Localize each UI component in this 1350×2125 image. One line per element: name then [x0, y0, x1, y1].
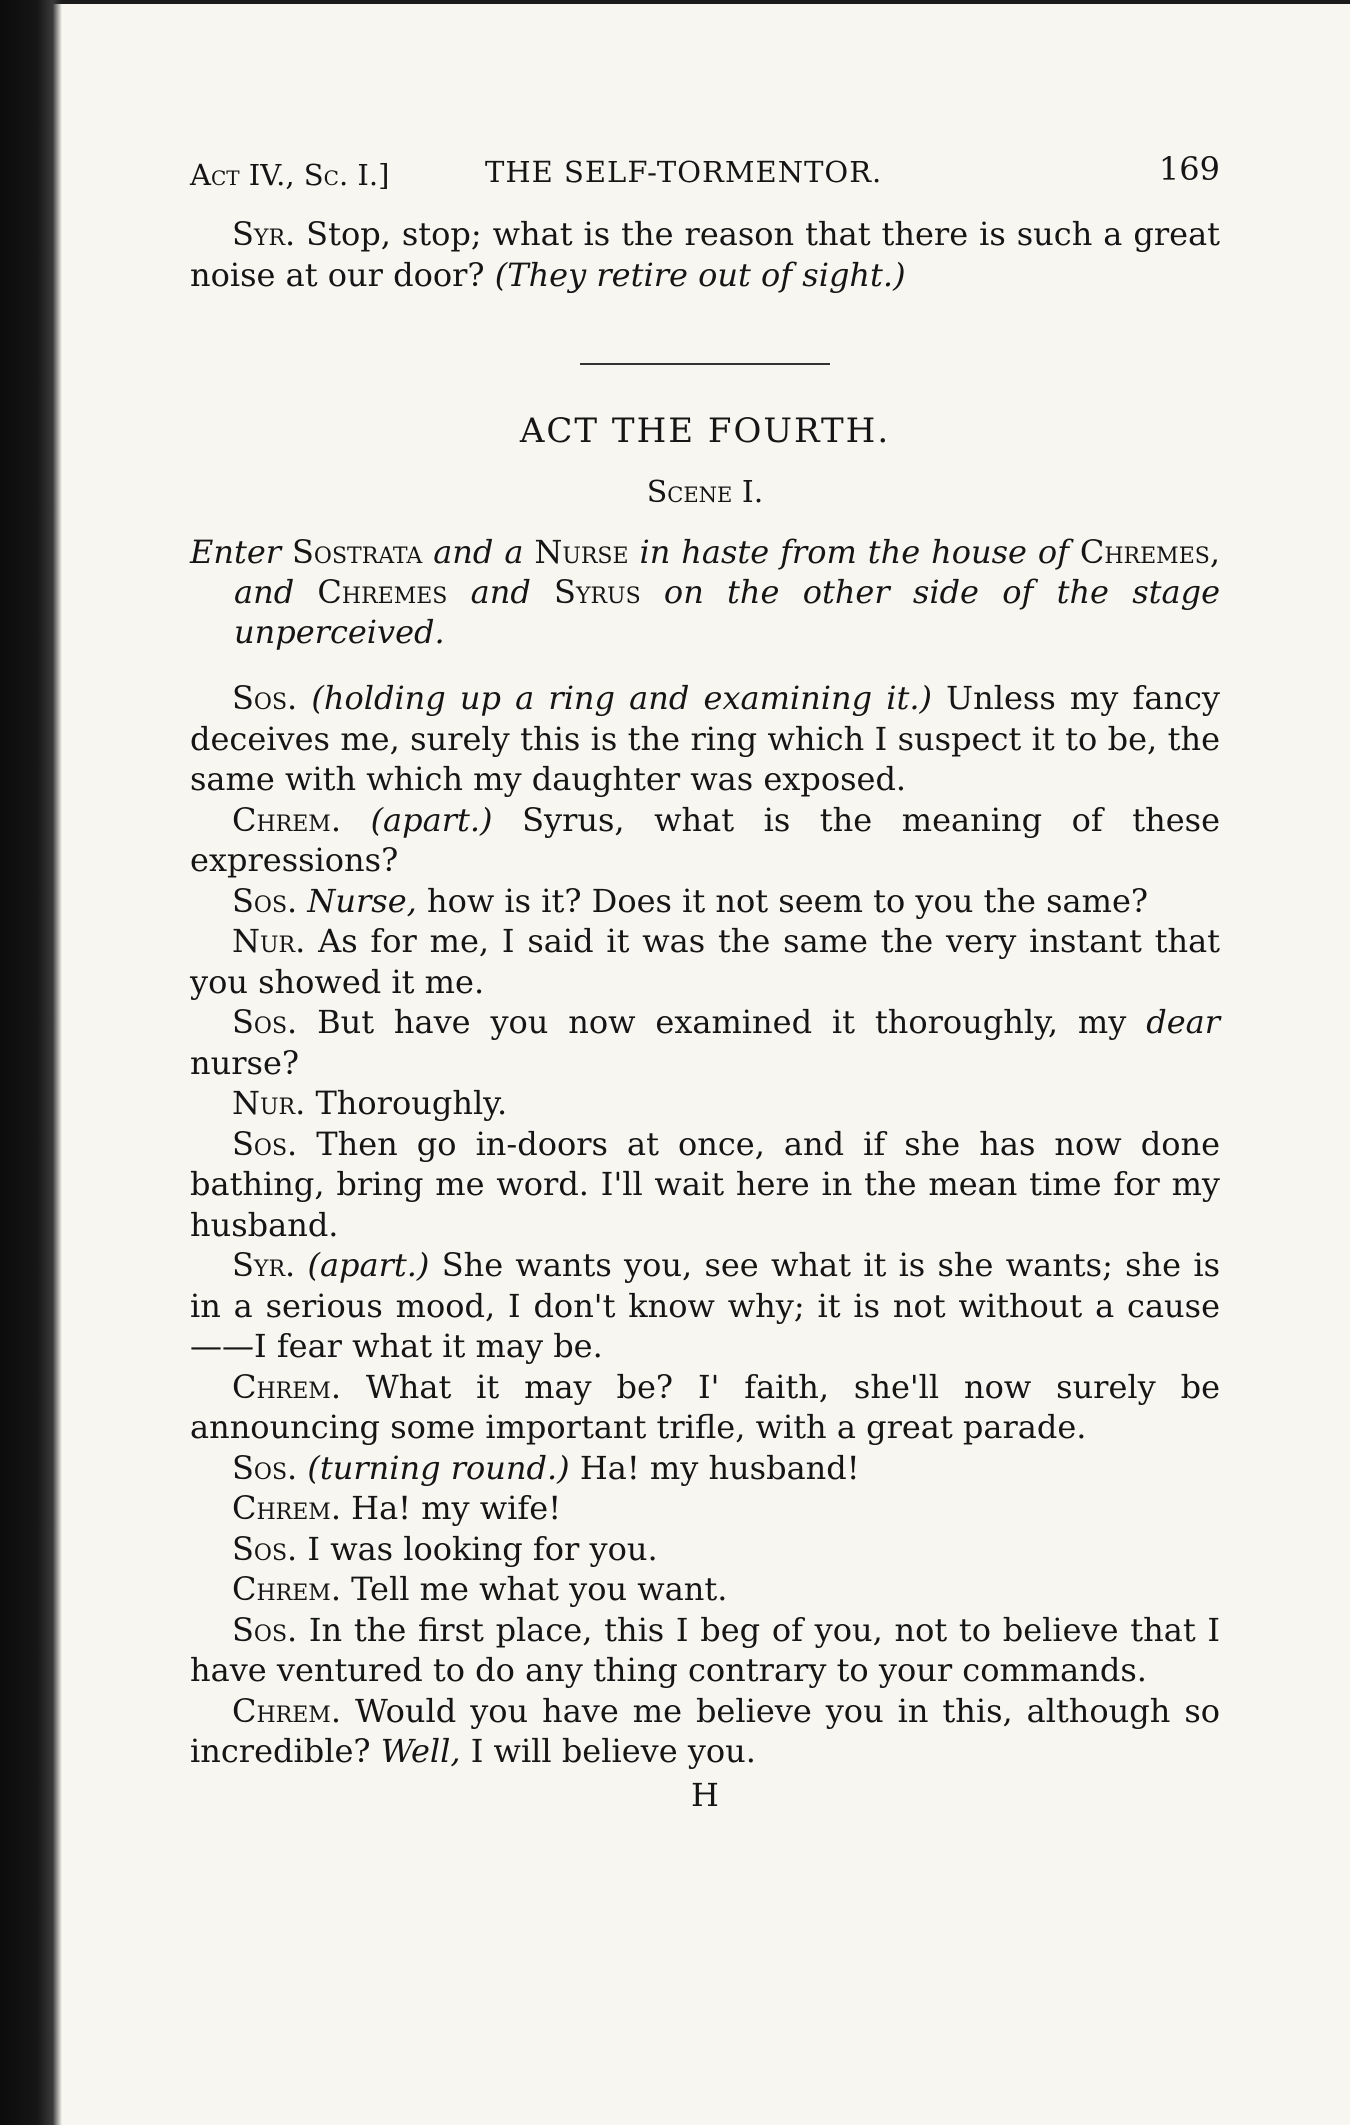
speaker-name: Chrem.	[232, 1570, 341, 1608]
italic-word: Nurse,	[307, 881, 417, 920]
scene-heading: Scene I.	[646, 475, 764, 510]
italic-word: Well,	[380, 1732, 461, 1770]
speech-text: Would you have me believe you in this, although so incredible?	[190, 1691, 1220, 1770]
italic-word: dear	[1146, 1003, 1221, 1041]
page-number: 169	[1158, 150, 1220, 188]
speech-line	[190, 1610, 1220, 1691]
speech-text: Syrus, what is the meaning of these expressions?	[190, 800, 1221, 879]
stage-direction: (apart.)	[370, 800, 493, 839]
speech-text: In the first place, this I beg of you, not to believe that I have ventured to do any thing contrary to your commands.	[190, 1610, 1221, 1689]
direction-rest: on the other side of the stage unperceived.	[234, 573, 1221, 651]
direction-and: and	[234, 573, 295, 611]
speaker-name: Sos.	[232, 1610, 298, 1649]
speech-text: As for me, I said it was the same the very instant that you showed it me.	[190, 922, 1221, 1001]
stage-direction: (holding up a ring and examining it.)	[311, 679, 932, 717]
speech-text: But have you now examined it thoroughly, my	[317, 1003, 1127, 1041]
speech-line	[190, 1245, 1220, 1367]
speaker-name: Chrem.	[232, 1691, 341, 1730]
direction-and-a: and a	[433, 533, 524, 571]
stage-direction: (They retire out of sight.)	[494, 255, 906, 294]
speech-tail: I will believe you.	[470, 1732, 756, 1770]
speaker-name: Nur.	[232, 922, 306, 960]
speech-text: Unless my fancy deceives me, surely this is the ring which I suspect it to be, the same with which my daughter was exposed.	[190, 679, 1221, 798]
speech-tail: nurse?	[190, 1043, 300, 1082]
stage-direction: (apart.)	[307, 1246, 430, 1284]
act-heading: ACT THE FOURTH.	[519, 411, 891, 451]
speaker-name: Syr.	[232, 215, 296, 253]
book-spine-shadow	[0, 0, 62, 2125]
act-scene-reference: Act IV., Sc. I.]	[190, 158, 390, 192]
direction-and: and	[470, 573, 531, 611]
speaker-name: Syr.	[232, 1246, 296, 1284]
entrance-direction	[190, 532, 1220, 652]
speech-line	[190, 1448, 1220, 1489]
speech-text: Stop, stop; what is the reason that there is such a great noise at our door?	[190, 215, 1221, 294]
speech-text: Ha! my wife!	[351, 1489, 562, 1527]
speaker-name: Chrem.	[232, 1489, 341, 1527]
speech-line	[190, 1367, 1220, 1448]
speech-text: What it may be? I' faith, she'll now surely be announcing some important trifle, with a great parade.	[190, 1367, 1221, 1446]
stage-direction: (turning round.)	[307, 1448, 570, 1487]
speech-line	[190, 1124, 1220, 1246]
speaker-name: Sos.	[232, 1448, 298, 1487]
running-head	[190, 140, 1220, 190]
book-title: THE SELF-TORMENTOR.	[485, 155, 883, 189]
speech-line	[190, 678, 1220, 800]
speech-text: Tell me what you want.	[351, 1570, 728, 1608]
character-nurse: Nurse	[534, 533, 629, 571]
page-top-edge	[0, 0, 1350, 4]
dialogue	[190, 678, 1220, 1772]
speech-text: how is it? Does it not seem to you the same?	[426, 881, 1149, 920]
speech-text: Thoroughly.	[315, 1084, 508, 1122]
speaker-name: Sos.	[232, 679, 298, 717]
speech-line	[190, 921, 1220, 1002]
speech-line	[190, 1691, 1220, 1772]
character-sostrata: Sostrata	[291, 533, 423, 571]
speech-text: She wants you, see what it is she wants; she is in a serious mood, I don't know why; it is not without a cause——I fear what it may be.	[190, 1246, 1221, 1365]
speech-line	[190, 1569, 1220, 1610]
direction-enter: Enter	[190, 533, 282, 571]
section-divider	[580, 363, 830, 365]
speaker-name: Nur.	[232, 1084, 306, 1122]
speech-line	[190, 1488, 1220, 1529]
speech-line	[190, 881, 1220, 922]
speaker-name: Sos.	[232, 1529, 298, 1568]
speech-line	[190, 1002, 1220, 1083]
speaker-name: Chrem.	[232, 800, 341, 839]
character-chremes: Chremes	[317, 573, 448, 611]
speaker-name: Sos.	[232, 1003, 298, 1041]
speech-text: Then go in-doors at once, and if she has now done bathing, bring me word. I'll wait here in the mean time for my husband.	[190, 1124, 1221, 1244]
book-page	[190, 140, 1220, 1814]
speech-line	[190, 1529, 1220, 1570]
character-chremes-house: Chremes,	[1079, 533, 1220, 571]
speaker-name: Sos.	[232, 1124, 298, 1163]
opening-speech	[190, 214, 1220, 295]
speech-text: Ha! my husband!	[579, 1448, 860, 1487]
signature-mark: H	[691, 1775, 719, 1814]
speaker-name: Chrem.	[232, 1367, 341, 1406]
speech-line	[190, 800, 1220, 881]
direction-in-haste: in haste from the house of	[639, 533, 1069, 571]
speech-text: I was looking for you.	[307, 1529, 658, 1568]
character-syrus: Syrus	[554, 573, 641, 611]
speaker-name: Sos.	[232, 881, 298, 920]
speech-line	[190, 1083, 1220, 1124]
